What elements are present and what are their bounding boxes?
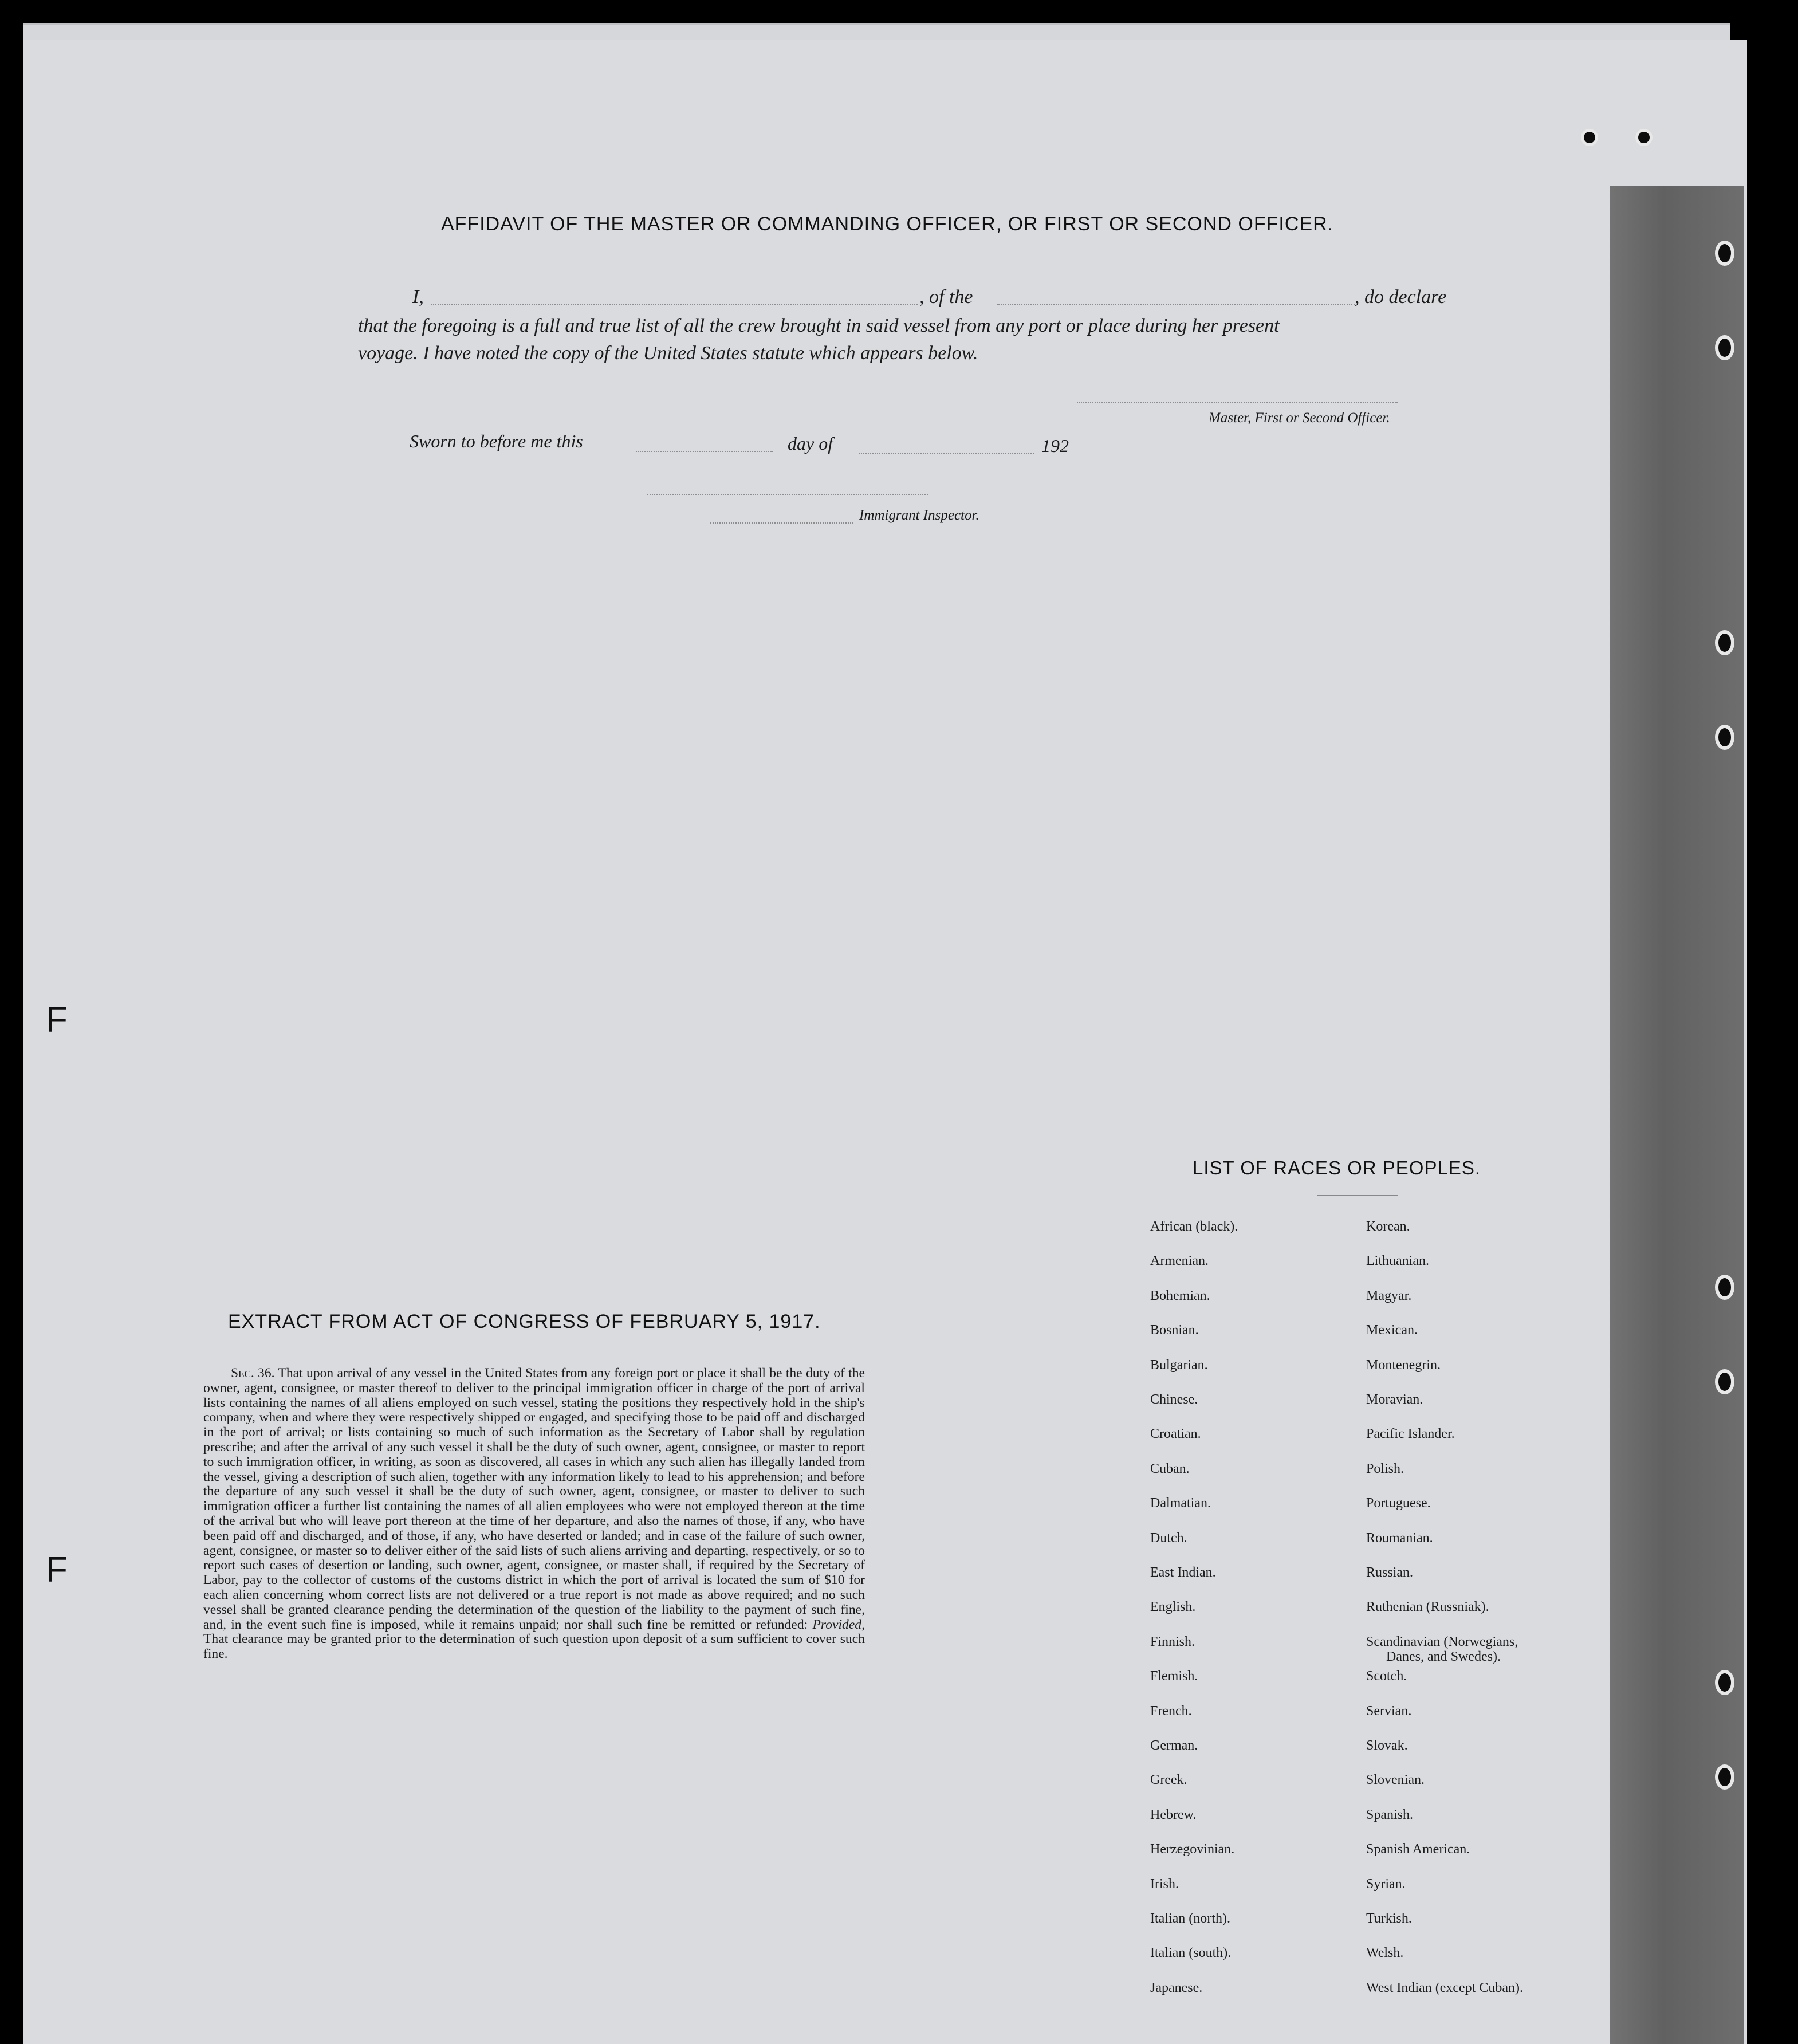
punch-hole — [1715, 335, 1734, 360]
race-item: Mexican. — [1366, 1323, 1418, 1338]
punch-hole — [1715, 1275, 1734, 1300]
month-field-line[interactable] — [859, 453, 1034, 454]
race-item: Danes, and Swedes). — [1386, 1649, 1501, 1664]
statute-body-end: That clearance may be granted prior to the determination of such question upon deposit of a sum sufficient to cover such fine. — [203, 1632, 865, 1662]
inspector-signature-line-2[interactable] — [710, 522, 853, 524]
race-item: Bohemian. — [1150, 1288, 1210, 1303]
statute-text — [203, 1366, 865, 1662]
race-item: Welsh. — [1366, 1945, 1404, 1961]
punch-hole — [1581, 129, 1598, 146]
race-item: Irish. — [1150, 1876, 1179, 1892]
race-item: Herzegovinian. — [1150, 1842, 1235, 1857]
race-item: Dutch. — [1150, 1530, 1187, 1546]
race-item: Scotch. — [1366, 1669, 1407, 1684]
punch-hole — [1715, 1369, 1734, 1394]
race-item: Moravian. — [1366, 1392, 1423, 1407]
race-item: Bosnian. — [1150, 1323, 1199, 1338]
of-the-label: , of the — [919, 286, 973, 308]
inspector-signature-line[interactable] — [647, 494, 928, 495]
race-item: Bulgarian. — [1150, 1357, 1208, 1373]
race-item: African (black). — [1150, 1219, 1238, 1234]
race-item: Montenegrin. — [1366, 1357, 1441, 1373]
punch-hole — [1635, 129, 1653, 146]
race-item: Ruthenian (Russniak). — [1366, 1599, 1489, 1615]
master-signature-label: Master, First or Second Officer. — [1209, 410, 1390, 426]
race-item: East Indian. — [1150, 1565, 1216, 1580]
race-item: West Indian (except Cuban). — [1366, 1980, 1523, 1995]
race-item: Turkish. — [1366, 1911, 1412, 1926]
race-item: Hebrew. — [1150, 1807, 1197, 1822]
race-item: Cuban. — [1150, 1461, 1190, 1476]
day-of-label: day of — [788, 433, 833, 454]
statute-body: That upon arrival of any vessel in the United States from any foreign port or place it shall be the duty of the owner, agent, consignee, or master thereof to deliver to the principal immigration officer in charge of the port of arrival lists containing the names of all aliens employed on such vessel, stating the positions they respectively hold in the ship's company, when and where they were respectively shipped or engaged, and specifying those to be paid off and discharged in the port of arrival; or lists containing so much of such information as the Secretary of Labor shall by regulation prescribe; and after the arrival of any such vessel it shall be the duty of such owner, agent, consignee, or master to report to such immigration officer, in writing, as soon as discovered, all cases in which any such alien has illegally landed from the vessel, giving a description of such alien, together with any information likely to lead to his apprehension; and before the departure of any such vessel it shall be the duty of such owner, agent, consignee, or master to deliver to such immigration officer a further list containing the names of all alien employees who were not employed thereon at the time of the arrival but who will leave port thereon at the time of her departure, and also the names of those, if any, who have been paid off and discharged, and of those, if any, who have deserted or landed; and in case of the failure of such owner, agent, consignee, or master so to deliver either of the said lists of such aliens arriving and departing, respectively, or so to report such cases of desertion or landing, such owner, agent, consignee, or master shall, if required by the Secretary of Labor, pay to the collector of customs of the customs district in which the port of arrival is located the sum of $10 for each alien concerning whom correct lists are not delivered or a true report is not made as above required; and no such vessel shall be granted clearance pending the determination of the question of the liability to the payment of such fine, and, in the event such fine is imposed, while it remains unpaid; nor shall such fine be remitted or refunded: — [203, 1366, 865, 1632]
race-item: Italian (north). — [1150, 1911, 1230, 1926]
race-item: Japanese. — [1150, 1980, 1203, 1995]
race-item: Russian. — [1366, 1565, 1414, 1580]
punch-hole — [1715, 1670, 1734, 1695]
affidavit-body-line: that the foregoing is a full and true list of all the crew brought in said vessel from any port or place during her present — [358, 315, 1280, 336]
inspector-label: Immigrant Inspector. — [859, 508, 979, 523]
race-item: Spanish. — [1366, 1807, 1414, 1822]
vessel-field-line[interactable] — [997, 304, 1355, 305]
race-item: Korean. — [1366, 1219, 1410, 1234]
race-item: Italian (south). — [1150, 1945, 1232, 1961]
races-title: LIST OF RACES OR PEOPLES. — [1193, 1157, 1481, 1178]
race-item: Chinese. — [1150, 1392, 1198, 1407]
race-item: Portuguese. — [1366, 1496, 1431, 1511]
race-item: Armenian. — [1150, 1253, 1209, 1269]
divider — [1317, 1195, 1398, 1196]
punch-hole — [1715, 241, 1734, 266]
race-item: Scandinavian (Norwegians, — [1366, 1634, 1518, 1649]
race-item: Croatian. — [1150, 1426, 1201, 1442]
race-item: Dalmatian. — [1150, 1496, 1211, 1511]
race-item: Greek. — [1150, 1772, 1187, 1788]
race-item: Slovenian. — [1366, 1772, 1425, 1788]
year-label: 192 — [1041, 435, 1069, 456]
affidavit-body-line: voyage. I have noted the copy of the United States statute which appears below. — [358, 343, 978, 364]
race-item: French. — [1150, 1703, 1192, 1719]
do-declare-label: , do declare — [1355, 286, 1447, 308]
race-item: Slovak. — [1366, 1738, 1408, 1753]
margin-mark: F — [46, 1550, 68, 1590]
day-field-line[interactable] — [636, 451, 773, 452]
race-item: Lithuanian. — [1366, 1253, 1429, 1269]
punch-hole — [1715, 1764, 1734, 1790]
race-item: Magyar. — [1366, 1288, 1412, 1303]
extract-title: EXTRACT FROM ACT OF CONGRESS OF FEBRUARY 5, 1917. — [228, 1311, 821, 1332]
affidavit-title: AFFIDAVIT OF THE MASTER OR COMMANDING OFFICER, OR FIRST OR SECOND OFFICER. — [441, 213, 1334, 235]
master-signature-line[interactable] — [1077, 402, 1398, 403]
document-page — [23, 40, 1747, 2044]
race-item: Roumanian. — [1366, 1530, 1433, 1546]
race-item: Pacific Islander. — [1366, 1426, 1455, 1442]
race-item: Syrian. — [1366, 1876, 1406, 1892]
race-item: Spanish American. — [1366, 1842, 1470, 1857]
race-item: Flemish. — [1150, 1669, 1198, 1684]
race-item: English. — [1150, 1599, 1196, 1615]
punch-hole — [1715, 725, 1734, 750]
punch-hole — [1715, 630, 1734, 655]
race-item: Finnish. — [1150, 1634, 1195, 1649]
race-item: Servian. — [1366, 1703, 1412, 1719]
i-label: I, — [412, 286, 424, 308]
sworn-label: Sworn to before me this — [410, 431, 583, 451]
section-label: Sec. 36. — [231, 1366, 275, 1381]
race-item: German. — [1150, 1738, 1198, 1753]
margin-mark: F — [46, 1000, 68, 1040]
race-item: Polish. — [1366, 1461, 1404, 1476]
name-field-line[interactable] — [431, 304, 918, 305]
provided-label: Provided, — [812, 1617, 865, 1632]
